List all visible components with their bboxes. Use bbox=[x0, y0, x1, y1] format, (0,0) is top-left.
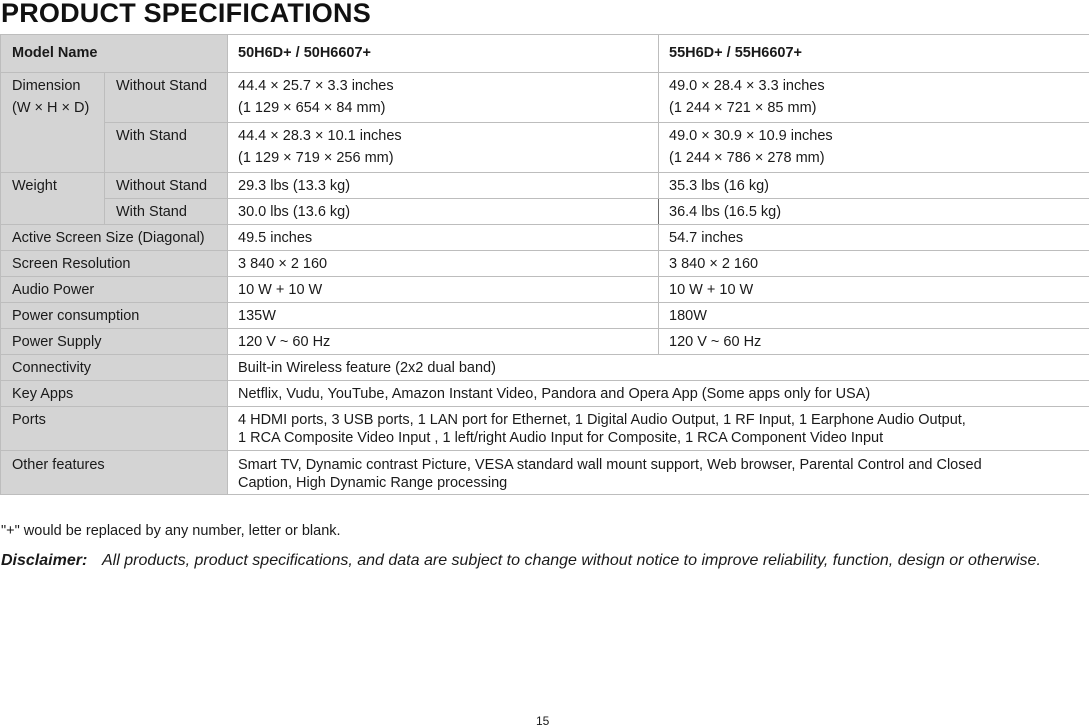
table-row bbox=[1, 173, 1089, 199]
dimension-without-stand-55 bbox=[659, 73, 1089, 123]
ports-line2: 1 RCA Composite Video Input , 1 left/right Audio Input for Composite, 1 RCA Component Video Input bbox=[238, 430, 884, 446]
weight-with-stand-50: 30.0 lbs (13.6 kg) bbox=[228, 199, 659, 225]
ports-value bbox=[228, 407, 1089, 451]
other-features-label: Other features bbox=[1, 451, 228, 495]
disclaimer bbox=[1, 548, 1087, 573]
key-apps-value: Netflix, Vudu, YouTube, Amazon Instant Video, Pandora and Opera App (Some apps only for USA) bbox=[228, 381, 1089, 407]
dim-ws-50-mm: (1 129 × 654 × 84 mm) bbox=[238, 100, 386, 116]
table-row bbox=[1, 329, 1089, 355]
weight-label: Weight bbox=[1, 173, 105, 225]
power-supply-55: 120 V ~ 60 Hz bbox=[659, 329, 1089, 355]
key-apps-label: Key Apps bbox=[1, 381, 228, 407]
dimension-without-stand-label: Without Stand bbox=[105, 73, 228, 123]
dim-s-50-inches: 44.4 × 28.3 × 10.1 inches bbox=[238, 128, 402, 144]
disclaimer-text: All products, product specifications, and data are subject to change without notice to improve reliability, function, design or otherwise. bbox=[102, 552, 1041, 569]
dim-ws-55-inches: 49.0 × 28.4 × 3.3 inches bbox=[669, 78, 825, 94]
screen-size-label: Active Screen Size (Diagonal) bbox=[1, 225, 228, 251]
other-features-line1: Smart TV, Dynamic contrast Picture, VESA standard wall mount support, Web browser, Parental Control and Closed bbox=[238, 457, 982, 473]
screen-size-55: 54.7 inches bbox=[659, 225, 1089, 251]
weight-without-stand-55: 35.3 lbs (16 kg) bbox=[659, 173, 1089, 199]
table-row bbox=[1, 73, 1089, 123]
resolution-50: 3 840 × 2 160 bbox=[228, 251, 659, 277]
table-row bbox=[1, 123, 1089, 173]
model-50-header: 50H6D+ / 50H6607+ bbox=[228, 35, 659, 73]
model-suffix-note: "+" would be replaced by any number, letter or blank. bbox=[1, 523, 341, 539]
other-features-value bbox=[228, 451, 1089, 495]
specifications-table bbox=[0, 34, 1089, 495]
table-row bbox=[1, 199, 1089, 225]
dimension-label-line2: (W × H × D) bbox=[12, 100, 90, 116]
dim-s-55-inches: 49.0 × 30.9 × 10.9 inches bbox=[669, 128, 833, 144]
connectivity-label: Connectivity bbox=[1, 355, 228, 381]
dim-s-50-mm: (1 129 × 719 × 256 mm) bbox=[238, 150, 394, 166]
dim-s-55-mm: (1 244 × 786 × 278 mm) bbox=[669, 150, 825, 166]
dimension-label bbox=[1, 73, 105, 173]
weight-without-stand-50: 29.3 lbs (13.3 kg) bbox=[228, 173, 659, 199]
dim-ws-50-inches: 44.4 × 25.7 × 3.3 inches bbox=[238, 78, 394, 94]
ports-line1: 4 HDMI ports, 3 USB ports, 1 LAN port for Ethernet, 1 Digital Audio Output, 1 RF Input, 1 Earphone Audio Output, bbox=[238, 412, 966, 428]
table-row bbox=[1, 251, 1089, 277]
table-row bbox=[1, 407, 1089, 451]
connectivity-value: Built-in Wireless feature (2x2 dual band) bbox=[228, 355, 1089, 381]
dimension-label-line1: Dimension bbox=[12, 78, 81, 94]
table-row bbox=[1, 451, 1089, 495]
table-header-row bbox=[1, 35, 1089, 73]
other-features-line2: Caption, High Dynamic Range processing bbox=[238, 475, 508, 491]
disclaimer-label: Disclaimer: bbox=[1, 552, 88, 569]
power-consumption-55: 180W bbox=[659, 303, 1089, 329]
table-row bbox=[1, 381, 1089, 407]
resolution-label: Screen Resolution bbox=[1, 251, 228, 277]
table-row bbox=[1, 355, 1089, 381]
model-name-label: Model Name bbox=[1, 35, 228, 73]
screen-size-50: 49.5 inches bbox=[228, 225, 659, 251]
weight-with-stand-55: 36.4 lbs (16.5 kg) bbox=[659, 199, 1089, 225]
weight-without-stand-label: Without Stand bbox=[105, 173, 228, 199]
weight-with-stand-label: With Stand bbox=[105, 199, 228, 225]
dimension-with-stand-55 bbox=[659, 123, 1089, 173]
page-number: 15 bbox=[536, 714, 550, 728]
table-row bbox=[1, 225, 1089, 251]
dimension-with-stand-50 bbox=[228, 123, 659, 173]
audio-power-55: 10 W + 10 W bbox=[659, 277, 1089, 303]
table-row bbox=[1, 277, 1089, 303]
power-supply-label: Power Supply bbox=[1, 329, 228, 355]
power-consumption-label: Power consumption bbox=[1, 303, 228, 329]
power-consumption-50: 135W bbox=[228, 303, 659, 329]
dim-ws-55-mm: (1 244 × 721 × 85 mm) bbox=[669, 100, 817, 116]
dimension-without-stand-50 bbox=[228, 73, 659, 123]
page-title: PRODUCT SPECIFICATIONS bbox=[1, 0, 371, 28]
audio-power-label: Audio Power bbox=[1, 277, 228, 303]
audio-power-50: 10 W + 10 W bbox=[228, 277, 659, 303]
resolution-55: 3 840 × 2 160 bbox=[659, 251, 1089, 277]
model-55-header: 55H6D+ / 55H6607+ bbox=[659, 35, 1089, 73]
power-supply-50: 120 V ~ 60 Hz bbox=[228, 329, 659, 355]
dimension-with-stand-label: With Stand bbox=[105, 123, 228, 173]
ports-label: Ports bbox=[1, 407, 228, 451]
table-row bbox=[1, 303, 1089, 329]
